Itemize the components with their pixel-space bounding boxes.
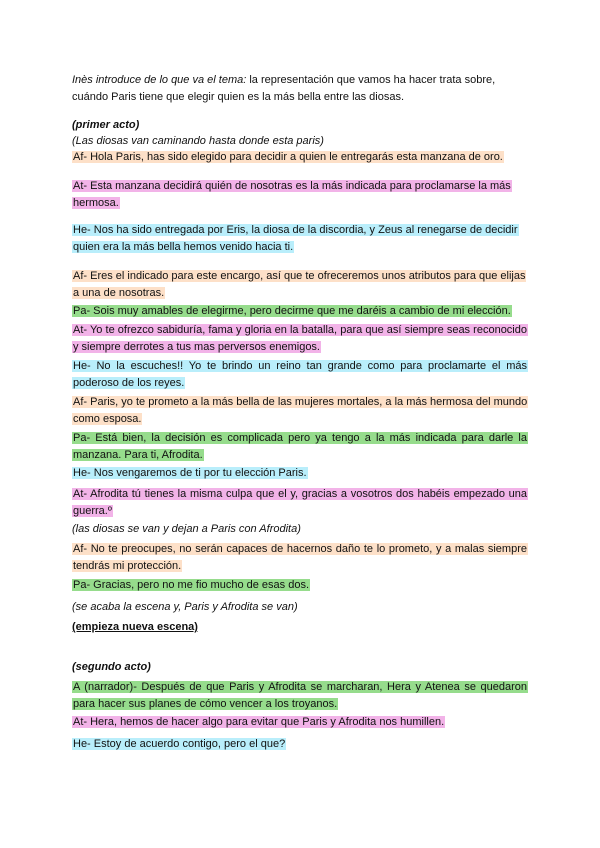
line-he-4: He- Estoy de acuerdo contigo, pero el que? (73, 738, 286, 750)
line-he-1: He- Nos ha sido entregada por Eris, la diosa de la discordia, y Zeus al renegarse de decidir quien era la más bella hemos venido hacia ti. (73, 224, 518, 253)
line-at-1: At- Esta manzana decidirá quién de nosotras es la más indicada para proclamarse la más hermosa. (73, 180, 511, 209)
line-pa-3: Pa- Gracias, pero no me fio mucho de esas dos. (73, 579, 310, 591)
intro-paragraph (72, 72, 528, 106)
line-at-3: At- Afrodita tú tienes la misma culpa que el y, gracias a vosotros dos habéis empezado una guerra.º (73, 488, 527, 517)
stage-direction-3: (se acaba la escena y, Paris y Afrodita se van) (72, 601, 298, 613)
line-pa-2: Pa- Está bien, la decisión es complicada pero ya tengo a la más indicada para darle la manzana. Para ti, Afrodita. (73, 432, 527, 461)
line-af-3: Af- Paris, yo te prometo a la más bella de las mujeres mortales, a la más hermosa del mundo como esposa. (73, 396, 528, 425)
stage-direction-2: (las diosas se van y dejan a Paris con Afrodita) (72, 523, 301, 535)
intro-text: la representación que vamos ha hacer trata sobre, cuándo Paris tiene que elegir quien es la más bella entre las diosas. (72, 74, 496, 103)
act-one-title: (primer acto) (72, 119, 140, 131)
new-scene-heading: (empieza nueva escena) (72, 621, 198, 633)
line-af-4: Af- No te preocupes, no serán capaces de hacernos daño te lo prometo, y a malas siempre tendrás mi protección. (73, 543, 527, 572)
line-narrator-1: A (narrador)- Después de que Paris y Afrodita se marcharan, Hera y Atenea se quedaron para hacer sus planes de cómo vencer a los troyanos. (73, 681, 527, 710)
intro-label: Inès introduce de lo que va el tema: (72, 74, 247, 86)
line-pa-1: Pa- Sois muy amables de elegirme, pero decirme que me daréis a cambio de mi elección. (73, 305, 511, 317)
line-he-2: He- No la escuches!! Yo te brindo un reino tan grande como para proclamarte el más poderoso de los reyes. (73, 360, 527, 389)
stage-direction-1: (Las diosas van caminando hasta donde esta paris) (72, 135, 324, 147)
line-he-3: He- Nos vengaremos de ti por tu elección Paris. (73, 467, 307, 479)
line-af-2: Af- Eres el indicado para este encargo, así que te ofreceremos unos atributos para que elijas a una de nosotras. (73, 270, 526, 299)
line-at-2: At- Yo te ofrezco sabiduría, fama y gloria en la batalla, para que así siempre seas reconocido y siempre derrotes a tus mas perversos enemigos. (73, 324, 527, 353)
line-af-1: Af- Hola Paris, has sido elegido para decidir a quien le entregarás esta manzana de oro. (73, 151, 503, 163)
act-two-title: (segundo acto) (72, 661, 151, 673)
line-at-4: At- Hera, hemos de hacer algo para evitar que Paris y Afrodita nos humillen. (73, 716, 445, 728)
